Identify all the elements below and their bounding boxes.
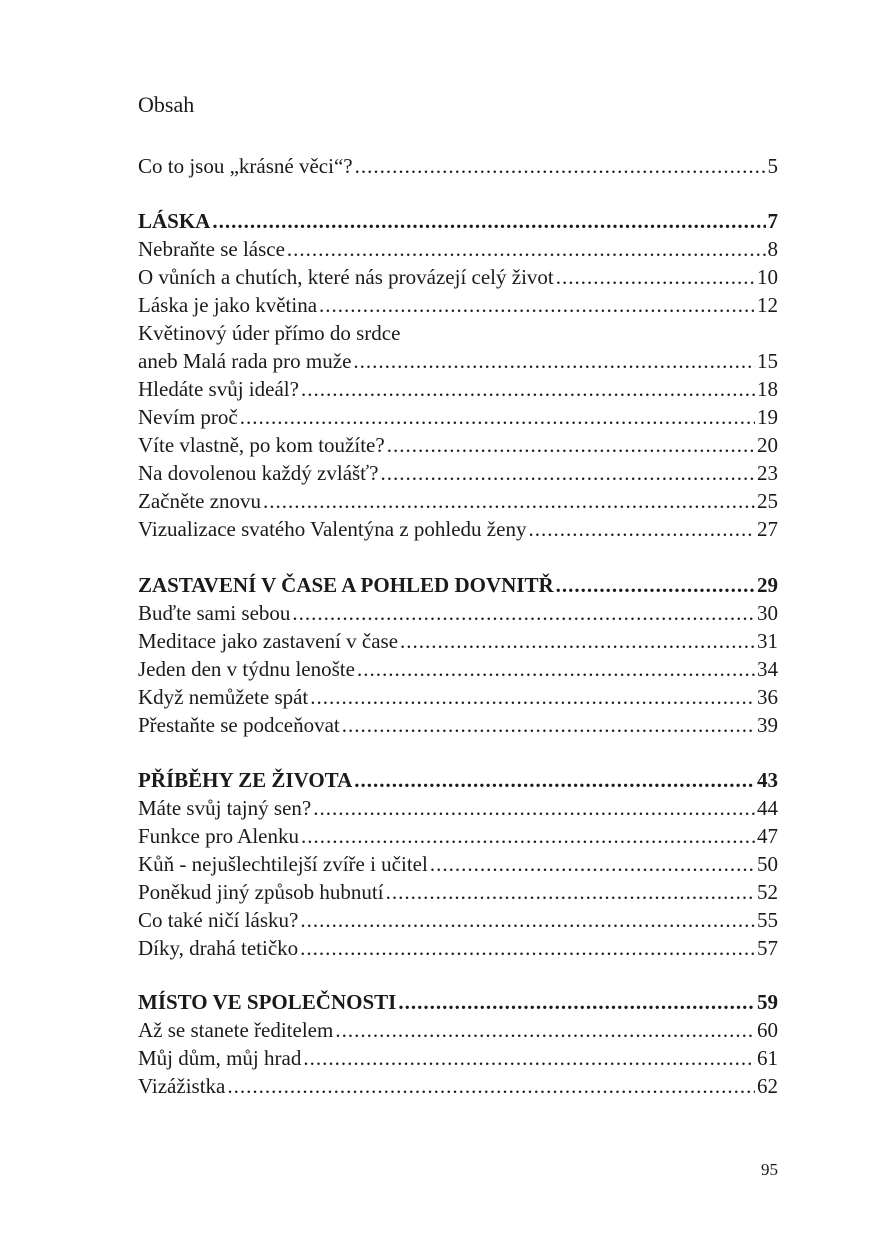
- leader-dots: [354, 766, 755, 794]
- toc-entry[interactable]: [138, 711, 778, 739]
- toc-entry[interactable]: [138, 906, 778, 934]
- leader-dots: [342, 711, 755, 739]
- toc-page-number: 29: [757, 573, 778, 597]
- toc-section-title: LÁSKA: [138, 209, 211, 233]
- toc-page-number: 60: [757, 1018, 778, 1042]
- leader-dots: [387, 431, 755, 459]
- leader-dots: [292, 599, 755, 627]
- toc-entry-label: Co také ničí lásku?: [138, 908, 299, 932]
- leader-dots: [386, 878, 755, 906]
- toc-page-number: 31: [757, 629, 778, 653]
- leader-dots: [400, 627, 755, 655]
- leader-dots: [303, 1044, 755, 1072]
- toc-entry-label: Můj dům, můj hrad: [138, 1046, 302, 1070]
- toc-entry-label: Funkce pro Alenku: [138, 824, 299, 848]
- toc-entry[interactable]: [138, 263, 778, 291]
- toc-entry-intro[interactable]: [138, 152, 778, 180]
- leader-dots: [300, 934, 755, 962]
- leader-dots: [430, 850, 755, 878]
- toc-entry[interactable]: [138, 431, 778, 459]
- leader-dots: [287, 235, 766, 263]
- toc-entry[interactable]: [138, 515, 778, 543]
- toc-section-title: MÍSTO VE SPOLEČNOSTI: [138, 990, 397, 1014]
- toc-entry-label: Vizualizace svatého Valentýna z pohledu ženy: [138, 517, 527, 541]
- leader-dots: [227, 1072, 755, 1100]
- toc-section-laska[interactable]: [138, 207, 778, 235]
- toc-page-number: 55: [757, 908, 778, 932]
- toc-entry[interactable]: [138, 291, 778, 319]
- leader-dots: [301, 822, 755, 850]
- toc-entry-label: Co to jsou „krásné věci“?: [138, 154, 353, 178]
- toc-entry[interactable]: [138, 794, 778, 822]
- toc-entry-label: Až se stanete ředitelem: [138, 1018, 334, 1042]
- toc-entry-label: Květinový úder přímo do srdce: [138, 321, 401, 345]
- toc-entry-label: Vizážistka: [138, 1074, 226, 1098]
- toc-entry-label: Jeden den v týdnu lenošte: [138, 657, 355, 681]
- toc-page-number: 23: [757, 461, 778, 485]
- toc-page-number: 61: [757, 1046, 778, 1070]
- toc-entry[interactable]: [138, 1016, 778, 1044]
- toc-page-number: 62: [757, 1074, 778, 1098]
- toc-page-number: 30: [757, 601, 778, 625]
- toc-page-number: 18: [757, 377, 778, 401]
- leader-dots: [335, 1016, 755, 1044]
- toc-entry[interactable]: [138, 403, 778, 431]
- toc-entry-label: Láska je jako květina: [138, 293, 318, 317]
- toc-page-number: 57: [757, 936, 778, 960]
- leader-dots: [310, 683, 755, 711]
- leader-dots: [313, 794, 755, 822]
- toc-entry[interactable]: [138, 850, 778, 878]
- toc-entry[interactable]: [138, 375, 778, 403]
- toc-page-number: 34: [757, 657, 778, 681]
- toc-entry-label: Poněkud jiný způsob hubnutí: [138, 880, 384, 904]
- toc-page-number: 25: [757, 489, 778, 513]
- toc-entry[interactable]: [138, 459, 778, 487]
- toc-page-number: 8: [767, 237, 778, 261]
- toc-entry-label: Meditace jako zastavení v čase: [138, 629, 399, 653]
- toc-entry-label: Hledáte svůj ideál?: [138, 377, 299, 401]
- toc-entry[interactable]: [138, 683, 778, 711]
- toc-heading: Obsah: [138, 92, 195, 117]
- toc-entry[interactable]: [138, 1044, 778, 1072]
- toc-entry[interactable]: [138, 1072, 778, 1100]
- leader-dots: [300, 906, 755, 934]
- page-number: 95: [761, 1160, 778, 1179]
- toc-page-number: 43: [757, 768, 778, 792]
- toc-page-number: 10: [757, 265, 778, 289]
- toc-entry[interactable]: [138, 934, 778, 962]
- toc-entry-label: O vůních a chutích, které nás provázejí celý život: [138, 265, 554, 289]
- toc-page-number: 12: [757, 293, 778, 317]
- leader-dots: [212, 207, 765, 235]
- toc-entry-label-continued: aneb Malá rada pro muže: [138, 349, 352, 373]
- toc-page-number: 7: [767, 209, 778, 233]
- toc-entry[interactable]: [138, 822, 778, 850]
- toc-entry[interactable]: [138, 655, 778, 683]
- leader-dots: [240, 403, 755, 431]
- toc-entry-label: Kůň - nejušlechtilejší zvíře i učitel: [138, 852, 428, 876]
- toc-entry-label: Nevím proč: [138, 405, 238, 429]
- toc-section-title: PŘÍBĚHY ZE ŽIVOTA: [138, 768, 353, 792]
- leader-dots: [355, 152, 766, 180]
- toc-entry-first-line[interactable]: [138, 319, 778, 347]
- toc-section-title: ZASTAVENÍ V ČASE A POHLED DOVNITŘ: [138, 573, 554, 597]
- toc-section-zastaveni[interactable]: [138, 571, 778, 599]
- toc-entry-label: Přestaňte se podceňovat: [138, 713, 340, 737]
- toc-section-pribehy[interactable]: [138, 766, 778, 794]
- toc-entry[interactable]: [138, 235, 778, 263]
- toc-entry[interactable]: [138, 627, 778, 655]
- toc-entry-label: Buďte sami sebou: [138, 601, 291, 625]
- toc-page-number: 39: [757, 713, 778, 737]
- leader-dots: [398, 988, 755, 1016]
- toc-entry-label: Máte svůj tajný sen?: [138, 796, 312, 820]
- leader-dots: [528, 515, 755, 543]
- leader-dots: [556, 571, 755, 599]
- leader-dots: [319, 291, 755, 319]
- toc-entry-label: Víte vlastně, po kom toužíte?: [138, 433, 385, 457]
- toc-entry-label: Na dovolenou každý zvlášť?: [138, 461, 379, 485]
- toc-page-number: 27: [757, 517, 778, 541]
- toc-entry[interactable]: [138, 487, 778, 515]
- leader-dots: [263, 487, 755, 515]
- toc-page-number: 5: [767, 154, 778, 178]
- toc-entry-label: Když nemůžete spát: [138, 685, 309, 709]
- toc-entry-label: Díky, drahá tetičko: [138, 936, 299, 960]
- toc-entry[interactable]: [138, 878, 778, 906]
- toc-page-number: 50: [757, 852, 778, 876]
- leader-dots: [301, 375, 755, 403]
- toc-entry[interactable]: [138, 599, 778, 627]
- toc-page-number: 47: [757, 824, 778, 848]
- toc-section-misto[interactable]: [138, 988, 778, 1016]
- toc-page-number: 44: [757, 796, 778, 820]
- toc-page-number: 20: [757, 433, 778, 457]
- leader-dots: [353, 347, 755, 375]
- toc-page-number: 52: [757, 880, 778, 904]
- leader-dots: [357, 655, 755, 683]
- toc-entry-label: Nebraňte se lásce: [138, 237, 285, 261]
- toc-entry[interactable]: [138, 347, 778, 375]
- toc-page-number: 15: [757, 349, 778, 373]
- toc-page-number: 59: [757, 990, 778, 1014]
- leader-dots: [556, 263, 755, 291]
- toc-page-number: 36: [757, 685, 778, 709]
- toc-page-number: 19: [757, 405, 778, 429]
- leader-dots: [380, 459, 755, 487]
- toc-entry-label: Začněte znovu: [138, 489, 262, 513]
